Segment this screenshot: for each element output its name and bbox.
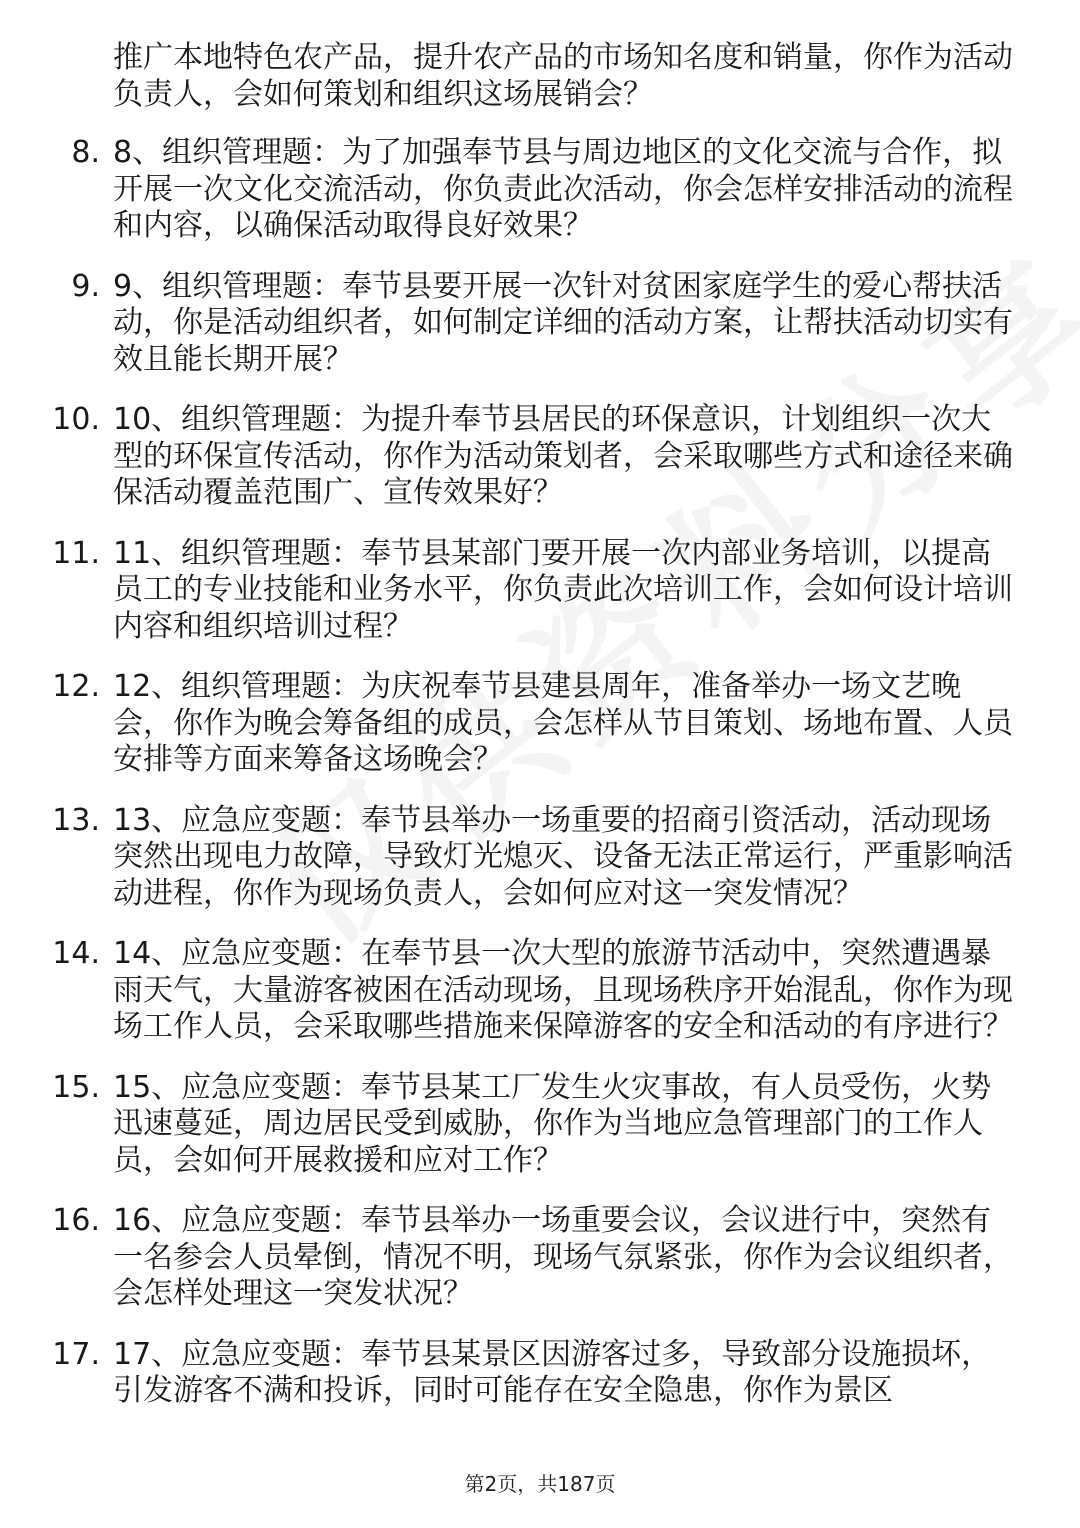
item-text: 12、组织管理题：为庆祝奉节县建县周年，准备举办一场文艺晚会，你作为晚会筹备组的成员，会怎样从节目策划、场地布置、人员安排等方面来筹备这场晚会？ (113, 669, 1013, 777)
page-content (0, 40, 1080, 1434)
item-number: 8. (71, 135, 100, 170)
item-text: 17、应急应变题：奉节县某景区因游客过多，导致部分设施损坏，引发游客不满和投诉，同时可能存在安全隐患，你作为景区 (113, 1336, 992, 1408)
item-number: 11. (52, 535, 100, 571)
list-item (0, 135, 1080, 245)
item-text: 16、应急应变题：奉节县举办一场重要会议，会议进行中，突然有一名参会人员晕倒，情况不明，现场气氛紧张，你作为会议组织者，会怎样处理这一突发状况？ (113, 1203, 1013, 1311)
list-item (0, 936, 1080, 1046)
list-item (0, 402, 1080, 512)
question-list (0, 40, 1080, 1410)
item-number: 15. (52, 1069, 100, 1105)
item-text: 13、应急应变题：奉节县举办一场重要的招商引资活动，活动现场突然出现电力故障，导致灯光熄灭、设备无法正常运行，严重影响活动进程，你作为现场负责人，会如何应对这一突发情况？ (113, 802, 1013, 911)
item-text: 14、应急应变题：在奉节县一次大型的旅游节活动中，突然遭遇暴雨天气，大量游客被困在活动现场，且现场秩序开始混乱，你作为现场工作人员，会采取哪些措施来保障游客的安全和活动的有序进行？ (113, 936, 1013, 1044)
item-number: 13. (52, 802, 100, 838)
item-text: 10、组织管理题：为提升奉节县居民的环保意识，计划组织一次大型的环保宣传活动，你作为活动策划者，会采取哪些方式和途径来确保活动覆盖范围广、宣传效果好？ (113, 402, 1013, 510)
list-item (0, 1070, 1080, 1180)
list-item (0, 536, 1080, 646)
item-text: 8、组织管理题：为了加强奉节县与周边地区的文化交流与合作，拟开展一次文化交流活动，你负责此次活动，你会怎样安排活动的流程和内容，以确保活动取得良好效果？ (113, 135, 1013, 243)
continuation-text: 推广本地特色农产品，提升农产品的市场知名度和销量，你作为活动负责人，会如何策划和组织这场展销会？ (113, 40, 1013, 112)
list-item (0, 1203, 1080, 1313)
item-number: 16. (52, 1203, 100, 1238)
item-text: 9、组织管理题：奉节县要开展一次针对贫困家庭学生的爱心帮扶活动，你是活动组织者，如何制定详细的活动方案，让帮扶活动切实有效且能长期开展？ (113, 268, 1013, 377)
list-item-continuation (0, 40, 1080, 113)
list-item (0, 1337, 1080, 1410)
item-number: 12. (52, 669, 100, 704)
page-footer: 第2页，共187页 (464, 1472, 616, 1496)
item-text: 11、组织管理题：奉节县某部门要开展一次内部业务培训，以提高员工的专业技能和业务水平，你负责此次培训工作，会如何设计培训内容和组织培训过程？ (113, 535, 1013, 644)
item-number: 17. (52, 1336, 100, 1372)
list-item (0, 669, 1080, 779)
list-item (0, 269, 1080, 379)
item-number: 9. (71, 268, 100, 304)
item-text: 15、应急应变题：奉节县某工厂发生火灾事故，有人员受伤，火势迅速蔓延，周边居民受到威胁，你作为当地应急管理部门的工作人员，会如何开展救援和应对工作？ (113, 1069, 992, 1178)
item-number: 10. (52, 402, 100, 437)
list-item (0, 803, 1080, 913)
item-number: 14. (52, 936, 100, 971)
